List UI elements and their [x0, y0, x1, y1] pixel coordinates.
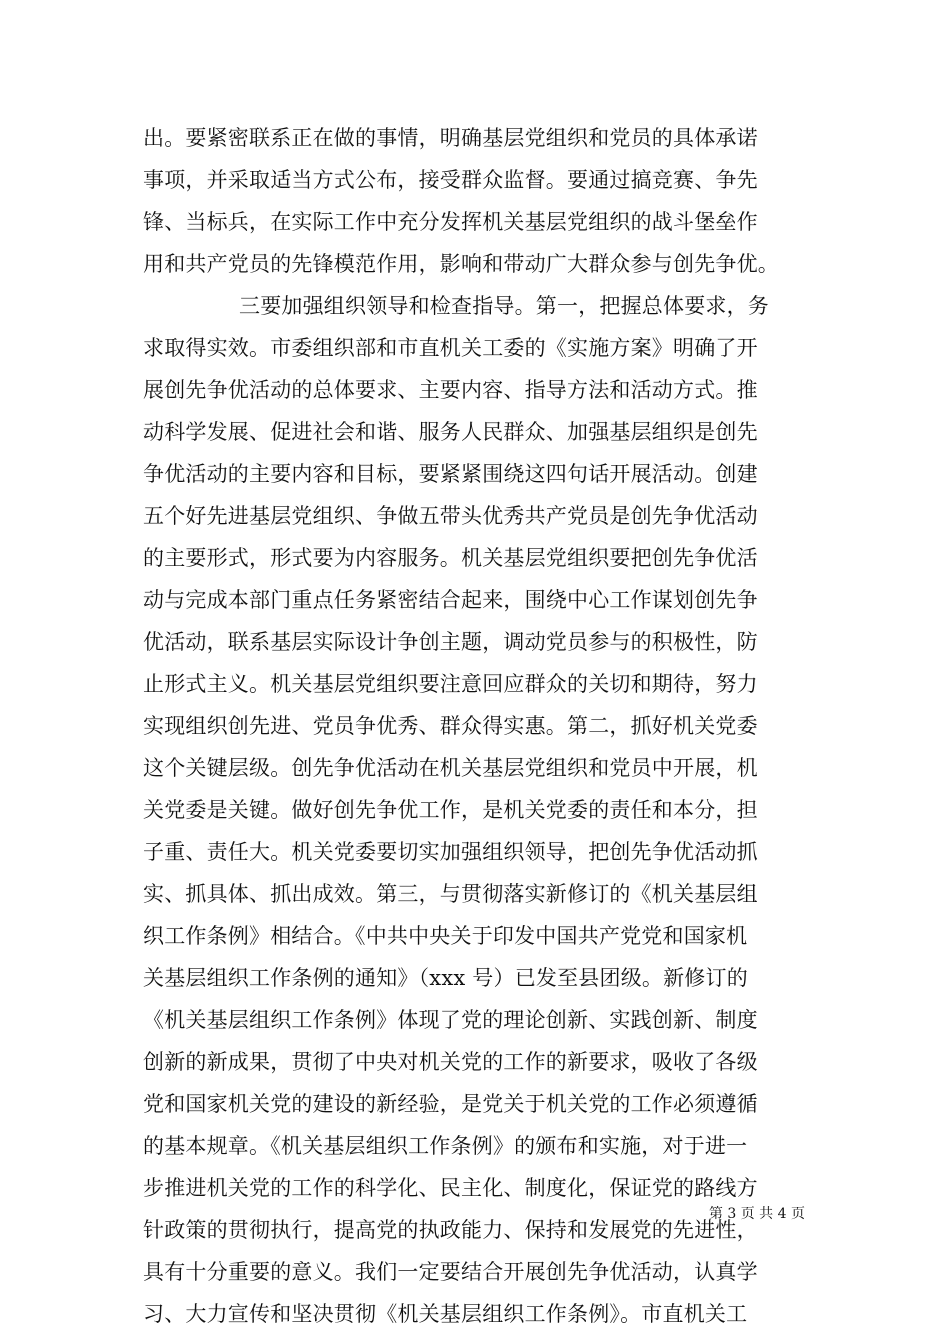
text-line: 子重、责任大。机关党委要切实加强组织领导，把创先争优活动抓 — [143, 840, 758, 864]
text-line: 动科学发展、促进社会和谐、服务人民群众、加强基层组织是创先 — [143, 420, 758, 444]
text-line: 的主要形式，形式要为内容服务。机关基层党组织要把创先争优活 — [143, 546, 758, 570]
text-line: 这个关键层级。创先争优活动在机关基层党组织和党员中开展，机 — [143, 756, 758, 780]
text-line: 步推进机关党的工作的科学化、民主化、制度化，保证党的路线方 — [143, 1176, 758, 1200]
text-line: 实、抓具体、抓出成效。第三，与贯彻落实新修订的《机关基层组 — [143, 882, 758, 906]
text-line: 优活动，联系基层实际设计争创主题，调动党员参与的积极性，防 — [143, 630, 758, 654]
text-line: 党和国家机关党的建设的新经验，是党关于机关党的工作必须遵循 — [143, 1092, 758, 1116]
text-line: 具有十分重要的意义。我们一定要结合开展创先争优活动，认真学 — [143, 1260, 758, 1284]
text-line: 锋、当标兵，在实际工作中充分发挥机关基层党组织的战斗堡垒作 — [143, 210, 758, 234]
text-line: 展创先争优活动的总体要求、主要内容、指导方法和活动方式。推 — [143, 378, 758, 402]
text-line: 关基层组织工作条例的通知》（xxx 号）已发至县团级。新修订的 — [143, 966, 748, 990]
text-line: 织工作条例》相结合。《中共中央关于印发中国共产党党和国家机 — [143, 924, 748, 948]
text-line: 五个好先进基层党组织、争做五带头优秀共产党员是创先争优活动 — [143, 504, 758, 528]
text-line: 止形式主义。机关基层党组织要注意回应群众的关切和期待，努力 — [143, 672, 758, 696]
text-line: 实现组织创先进、党员争优秀、群众得实惠。第二，抓好机关党委 — [143, 714, 758, 738]
text-line: 关党委是关键。做好创先争优工作，是机关党委的责任和本分，担 — [143, 798, 758, 822]
text-line: 事项，并采取适当方式公布，接受群众监督。要通过搞竞赛、争先 — [143, 168, 758, 192]
text-line: 的基本规章。《机关基层组织工作条例》的颁布和实施，对于进一 — [143, 1134, 748, 1158]
page-footer: 第 3 页 共 4 页 — [708, 1206, 805, 1222]
text-line: 针政策的贯彻执行，提高党的执政能力、保持和发展党的先进性， — [143, 1218, 758, 1242]
paragraph-start-line: 三要加强组织领导和检查指导。第一，把握总体要求，务 — [239, 294, 769, 318]
body-text — [143, 117, 808, 1335]
text-line: 求取得实效。市委组织部和市直机关工委的《实施方案》明确了开 — [143, 336, 758, 360]
text-line: 动与完成本部门重点任务紧密结合起来，围绕中心工作谋划创先争 — [143, 588, 758, 612]
text-line: 争优活动的主要内容和目标，要紧紧围绕这四句话开展活动。创建 — [143, 462, 758, 486]
text-line: 用和共产党员的先锋模范作用，影响和带动广大群众参与创先争优。 — [143, 252, 779, 276]
text-line: 《机关基层组织工作条例》体现了党的理论创新、实践创新、制度 — [143, 1008, 758, 1032]
text-line: 创新的新成果，贯彻了中央对机关党的工作的新要求，吸收了各级 — [143, 1050, 758, 1074]
text-line: 习、大力宣传和坚决贯彻《机关基层组织工作条例》。市直机关工 — [143, 1302, 748, 1326]
text-line: 出。要紧密联系正在做的事情，明确基层党组织和党员的具体承诺 — [143, 126, 758, 150]
